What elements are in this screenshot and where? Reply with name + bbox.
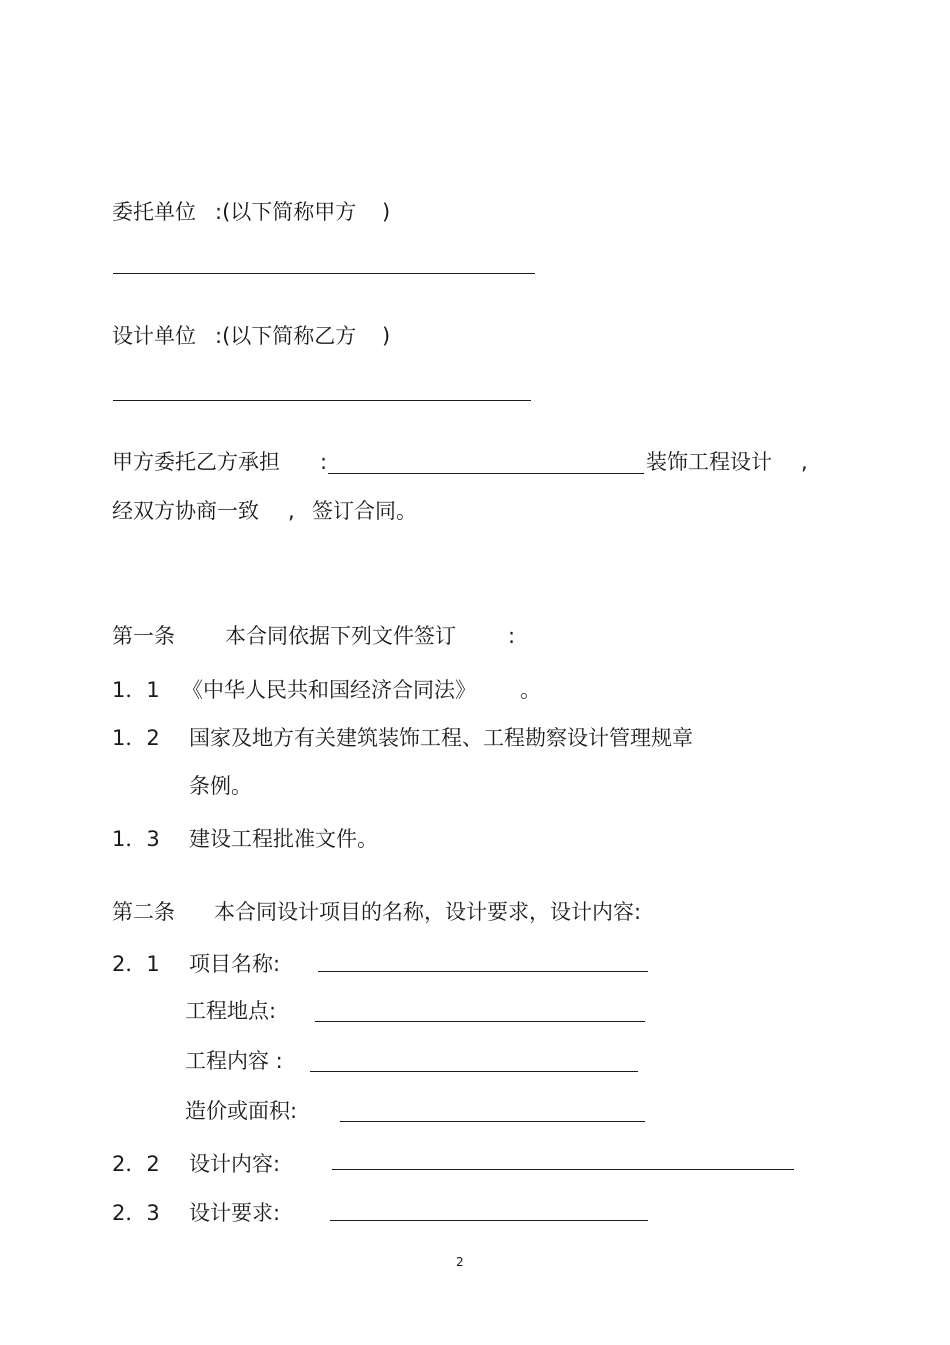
item-1-2-cont: 条例。	[189, 774, 252, 798]
intro-colon: :	[320, 450, 328, 474]
project-blank	[328, 473, 644, 474]
item-1-1-tail: 。	[520, 678, 541, 702]
intro-prefix: 甲方委托乙方承担	[112, 450, 280, 474]
item-1-2-num: 1．2	[112, 726, 160, 750]
client-close-paren: )	[382, 200, 391, 224]
item-2-1-num: 2．1	[112, 952, 160, 976]
item-1-3-text: 建设工程批准文件。	[189, 827, 378, 851]
content-blank	[310, 1071, 638, 1072]
designer-close-paren: )	[382, 324, 391, 348]
item-1-2-text: 国家及地方有关建筑装饰工程、工程勘察设计管理规章	[189, 726, 693, 750]
client-name-blank	[113, 273, 535, 274]
designer-label: 设计单位	[112, 324, 196, 348]
intro-line2-a: 经双方协商一致	[112, 499, 259, 523]
cost-blank	[340, 1121, 645, 1122]
item-2-3-num: 2．3	[112, 1201, 160, 1225]
designer-note: :(以下简称乙方	[215, 324, 357, 348]
article1-title: 第一条	[112, 624, 175, 648]
item-2-2-label: 设计内容:	[189, 1152, 281, 1176]
project-name-blank	[318, 971, 648, 972]
item-2-1-label: 项目名称:	[189, 952, 281, 976]
intro-line2-c: 签订合同。	[312, 499, 417, 523]
intro-suffix: 装饰工程设计	[646, 450, 772, 474]
intro-comma: ,	[801, 450, 808, 474]
article2-text: 本合同设计项目的名称，设计要求，设计内容:	[214, 900, 642, 924]
client-label: 委托单位	[112, 200, 196, 224]
item-1-3-num: 1．3	[112, 827, 160, 851]
item-2-3-label: 设计要求:	[189, 1201, 281, 1225]
location-blank	[315, 1021, 645, 1022]
field-location-label: 工程地点:	[185, 999, 277, 1023]
item-1-1-text: 《中华人民共和国经济合同法》	[182, 678, 476, 702]
item-2-2-num: 2．2	[112, 1152, 160, 1176]
intro-line2-comma: ,	[288, 499, 295, 523]
item-1-1-num: 1．1	[112, 678, 160, 702]
page-number: 2	[456, 1255, 464, 1269]
article1-text: 本合同依据下列文件签订	[225, 624, 456, 648]
article2-title: 第二条	[112, 900, 175, 924]
design-requirement-blank	[330, 1220, 648, 1221]
design-content-blank	[332, 1169, 794, 1170]
client-note: :(以下简称甲方	[215, 200, 357, 224]
designer-name-blank	[113, 400, 531, 401]
article1-colon: :	[508, 624, 516, 648]
field-cost-label: 造价或面积:	[185, 1099, 298, 1123]
field-content-label: 工程内容 :	[185, 1049, 283, 1073]
